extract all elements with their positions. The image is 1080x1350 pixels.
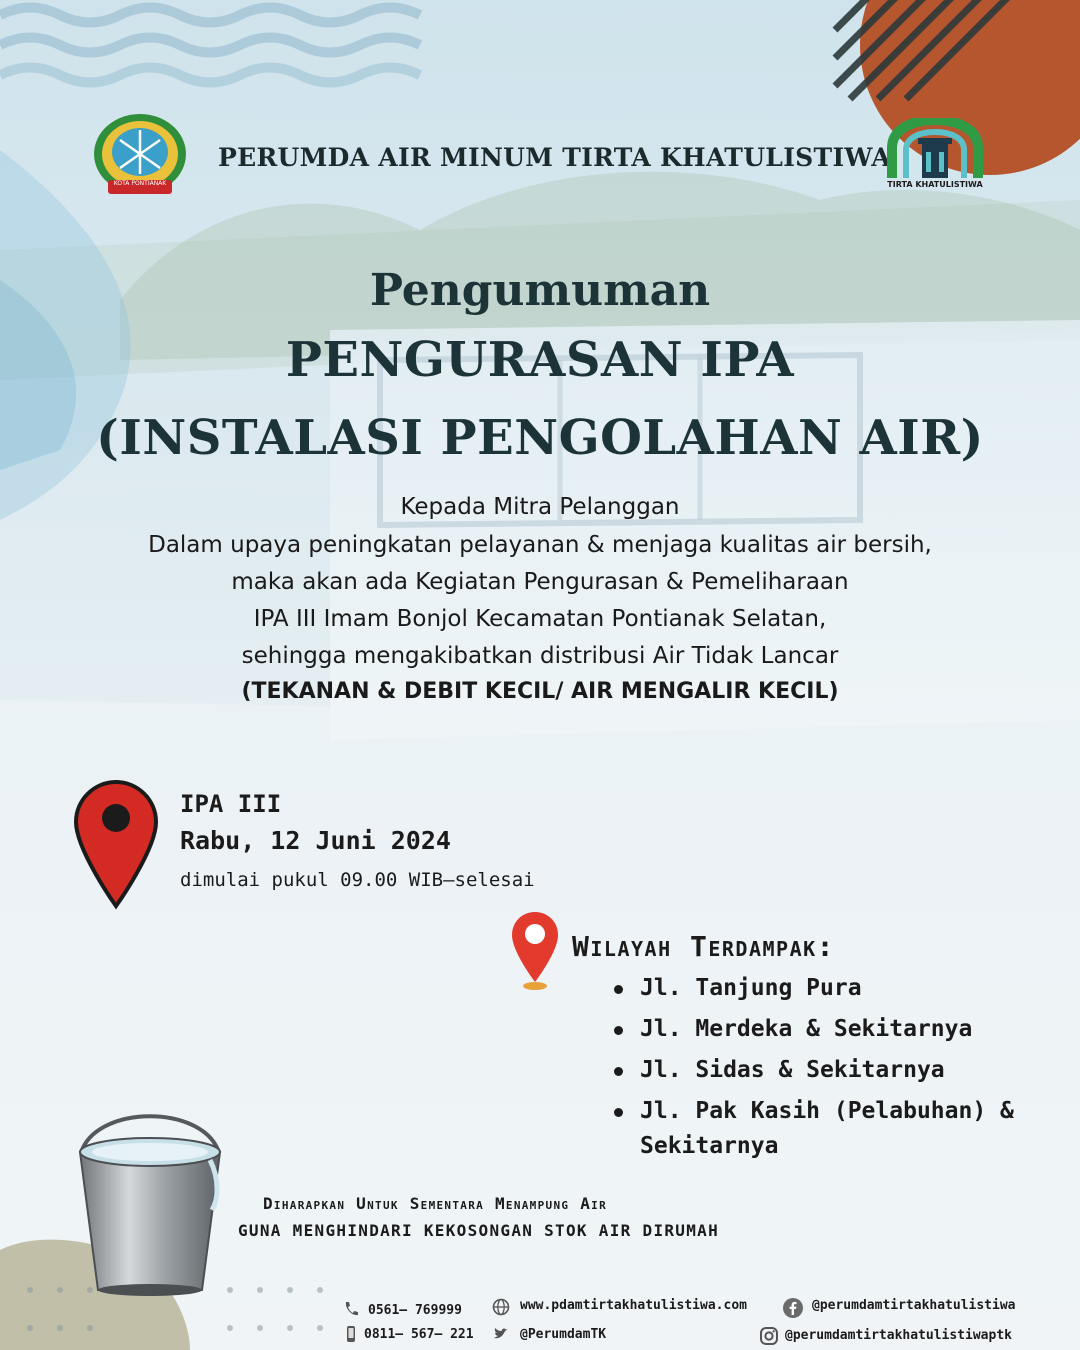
announcement-title: Pengumuman xyxy=(369,265,711,316)
announcement-subtitle: PENGURASAN IPA xyxy=(285,332,795,388)
right-logo-text: TIRTA KHATULISTIWA xyxy=(887,180,983,189)
affected-area-item-continued: Sekitarnya xyxy=(640,1133,779,1159)
body-line-6: (TEKANAN & DEBIT KECIL/ AIR MENGALIR KECIL) xyxy=(241,679,839,704)
body-line-5: sehingga mengakibatkan distribusi Air Tidak Lancar xyxy=(241,643,839,669)
facebook-icon xyxy=(782,1297,804,1319)
organization-name: PERUMDA AIR MINUM TIRTA KHATULISTIWA xyxy=(218,143,891,172)
instagram-handle[interactable]: @perumdamtirtakhatulistiwaptk xyxy=(785,1328,1012,1343)
notice-line-1: Diharapkan Untuk Sementara Menampung Air xyxy=(263,1194,607,1213)
mobile-icon xyxy=(342,1325,360,1343)
event-location: IPA III xyxy=(180,790,282,818)
affected-area-list xyxy=(612,968,1014,1132)
affected-area-item: Jl. Pak Kasih (Pelabuhan) & xyxy=(612,1091,1014,1132)
body-line-3: maka akan ada Kegiatan Pengurasan & Pemeliharaan xyxy=(231,569,849,595)
notice-line-2: GUNA MENGHINDARI KEKOSONGAN STOK AIR DIRUMAH xyxy=(238,1221,720,1240)
twitter-icon xyxy=(492,1325,510,1343)
event-time: dimulai pukul 09.00 WIB–selesai xyxy=(180,869,535,891)
twitter-handle[interactable]: @PerumdamTK xyxy=(520,1327,607,1342)
instagram-icon xyxy=(759,1326,779,1346)
facebook-handle[interactable]: @perumdamtirtakhatulistiwa xyxy=(812,1298,1016,1313)
phone-number-1: 0561– 769999 xyxy=(368,1303,462,1318)
event-date: Rabu, 12 Juni 2024 xyxy=(180,826,451,855)
kota-pontianak-logo xyxy=(88,112,192,202)
map-pin-icon xyxy=(72,778,160,910)
body-line-1: Kepada Mitra Pelanggan xyxy=(400,494,680,520)
phone-icon xyxy=(342,1300,360,1318)
announcement-subtitle-detail: (INSTALASI PENGOLAHAN AIR) xyxy=(96,410,984,466)
affected-area-item: Jl. Sidas & Sekitarnya xyxy=(612,1050,1014,1091)
affected-area-item: Jl. Merdeka & Sekitarnya xyxy=(612,1009,1014,1050)
phone-number-2: 0811– 567– 221 xyxy=(364,1327,474,1342)
globe-icon xyxy=(492,1298,510,1316)
affected-area-pin-icon xyxy=(510,910,560,992)
body-line-4: IPA III Imam Bonjol Kecamatan Pontianak Selatan, xyxy=(253,606,827,632)
website-link[interactable]: www.pdamtirtakhatulistiwa.com xyxy=(520,1298,747,1313)
water-bucket-icon xyxy=(70,1110,230,1300)
affected-area-title: Wilayah Terdampak: xyxy=(572,930,836,963)
left-logo-text: KOTA PONTIANAK xyxy=(113,180,167,187)
body-line-2: Dalam upaya peningkatan pelayanan & menjaga kualitas air bersih, xyxy=(148,532,932,558)
affected-area-item: Jl. Tanjung Pura xyxy=(612,968,1014,1009)
